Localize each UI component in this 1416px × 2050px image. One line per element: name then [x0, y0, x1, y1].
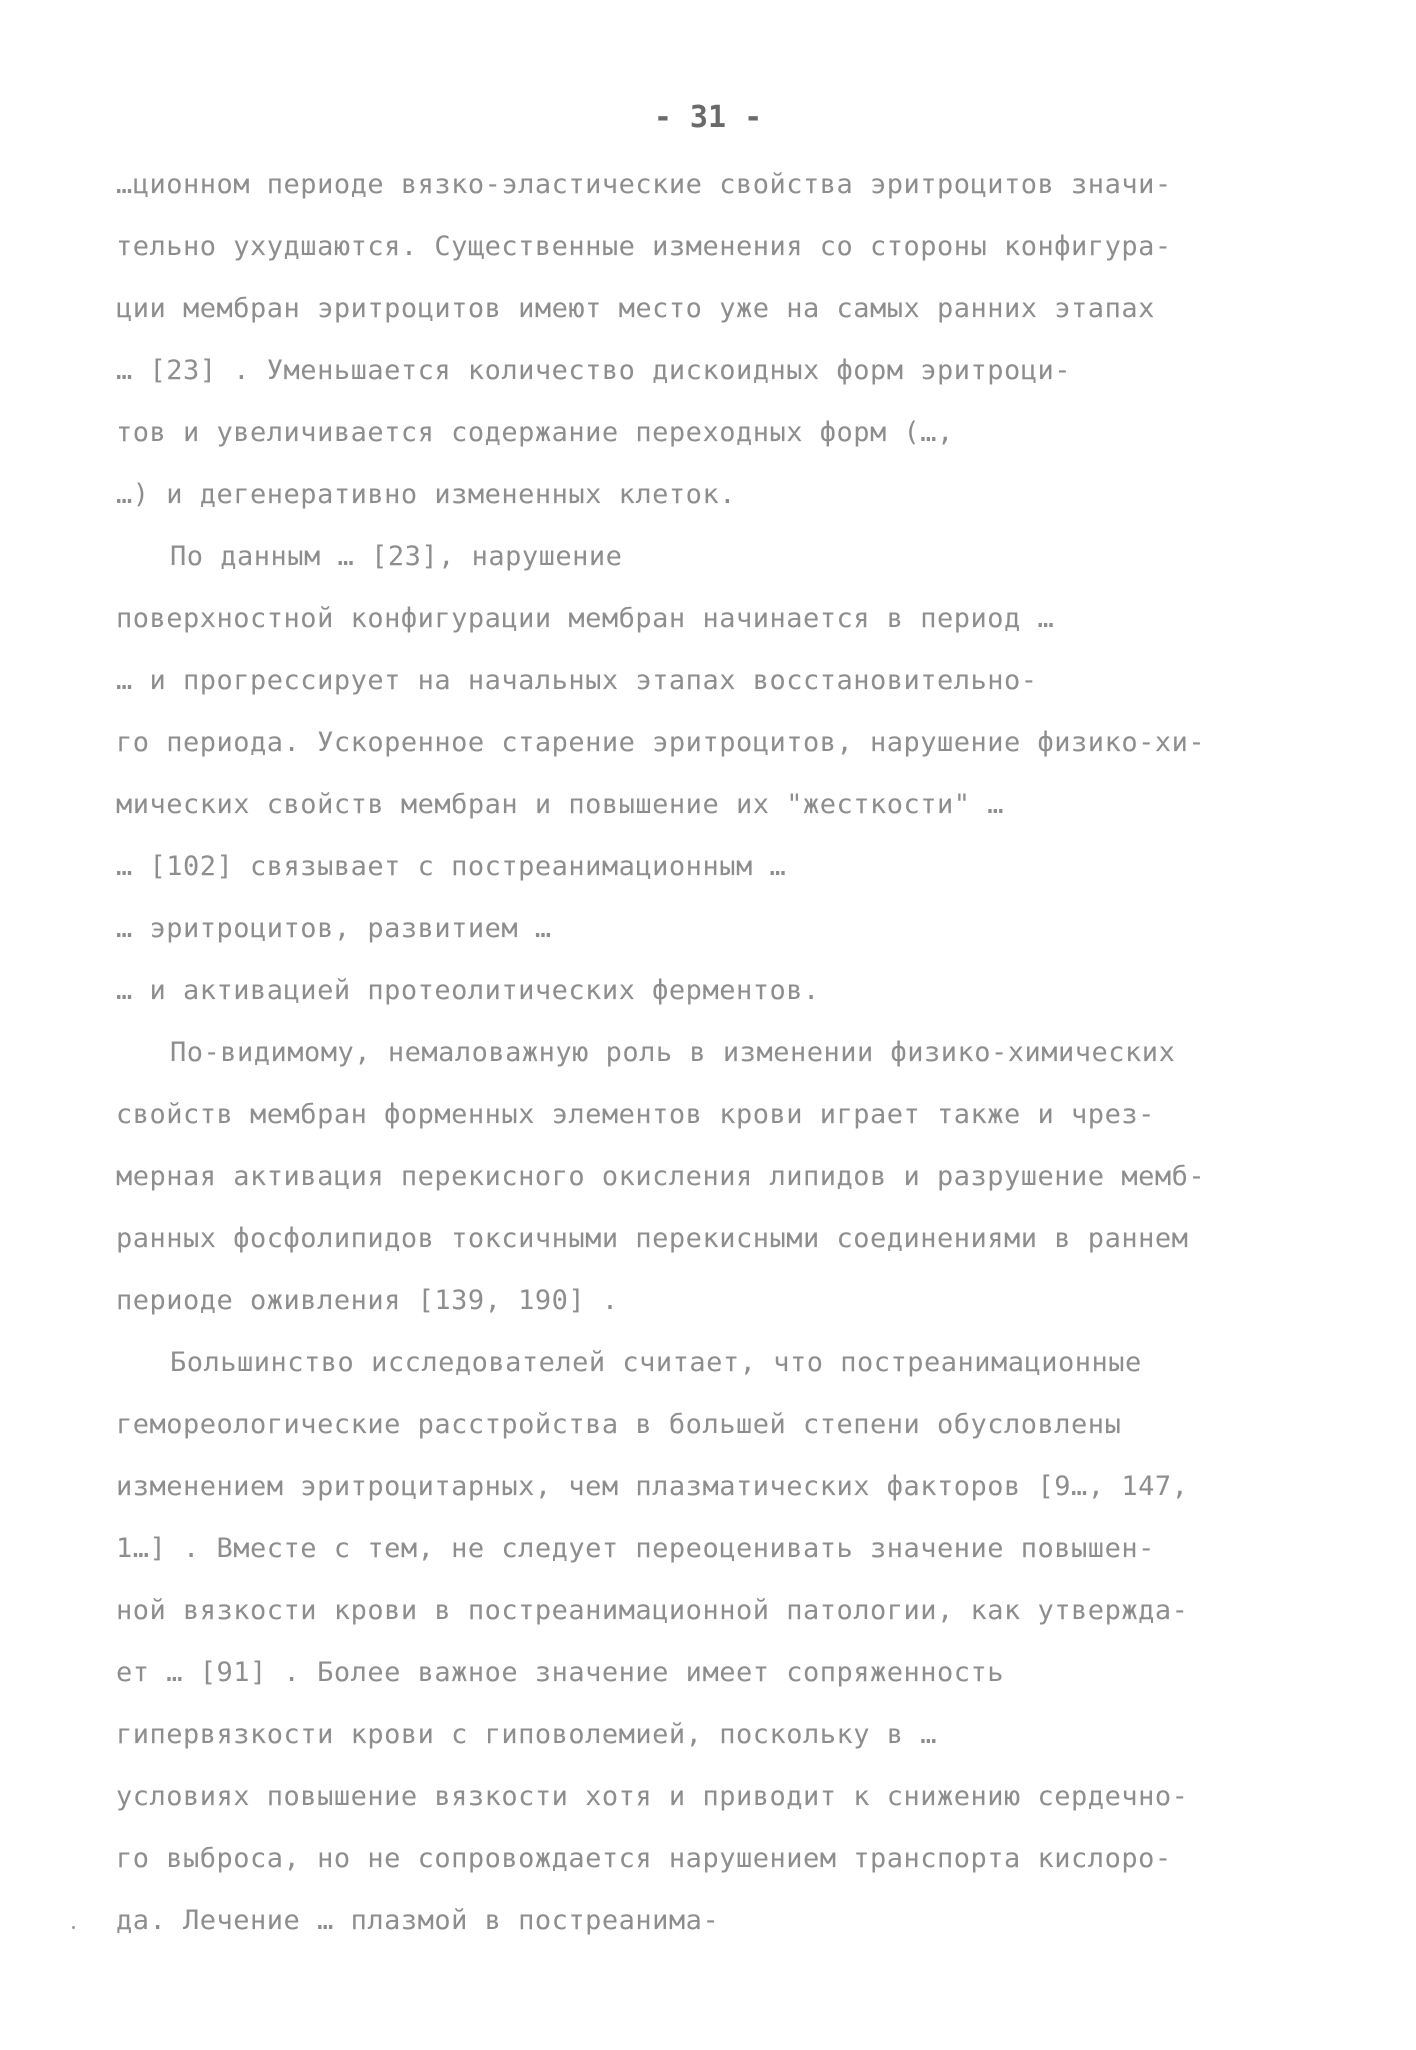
text-line: периоде оживления [139, 190] .	[116, 1285, 619, 1316]
text-line: 1…] . Вместе с тем, не следует переоценивать значение повышен-	[116, 1533, 1155, 1564]
text-line: мерная активация перекисного окисления липидов и разрушение мемб-	[116, 1161, 1206, 1192]
text-line: ет … [91] . Более важное значение имеет сопряженность	[116, 1657, 1005, 1688]
text-line: изменением эритроцитарных, чем плазматических факторов [9…, 147,	[116, 1471, 1189, 1502]
text-line: … [102] связывает с постреанимационным …	[116, 851, 787, 882]
text-line: тельно ухудшаются. Существенные изменения со стороны конфигура-	[116, 231, 1172, 262]
text-line: да. Лечение … плазмой в постреанима-	[116, 1905, 720, 1936]
text-line: …ционном периоде вязко-эластические свойства эритроцитов значи-	[116, 169, 1172, 200]
paragraph-first-line: По данным … [23], нарушение	[170, 541, 623, 572]
paragraph-first-line: По-видимому, немаловажную роль в изменении физико-химических	[170, 1037, 1176, 1068]
body-text	[116, 154, 1300, 1952]
scan-speck	[72, 1926, 75, 1929]
text-line: поверхностной конфигурации мембран начинается в период …	[116, 603, 1055, 634]
text-line: гемореологические расстройства в большей степени обусловлены	[116, 1409, 1122, 1440]
text-line: … [23] . Уменьшается количество дискоидных форм эритроци-	[116, 355, 1072, 386]
text-line: мических свойств мембран и повышение их "жесткости" …	[116, 789, 1005, 820]
text-line: гипервязкости крови с гиповолемией, поскольку в …	[116, 1719, 938, 1750]
text-line: го выброса, но не сопровождается нарушением транспорта кислоро-	[116, 1843, 1172, 1874]
text-line: ранных фосфолипидов токсичными перекисными соединениями в раннем	[116, 1223, 1189, 1254]
text-line: ции мембран эритроцитов имеют место уже на самых ранних этапах	[116, 293, 1155, 324]
text-line: … эритроцитов, развитием …	[116, 913, 552, 944]
text-line: тов и увеличивается содержание переходных форм (…,	[116, 417, 954, 448]
text-line: ной вязкости крови в постреанимационной патологии, как утвержда-	[116, 1595, 1189, 1626]
text-line: … и активацией протеолитических ферментов.	[116, 975, 820, 1006]
text-line: … и прогрессирует на начальных этапах восстановительно-	[116, 665, 1038, 696]
paragraph-first-line: Большинство исследователей считает, что постреанимационные	[170, 1347, 1142, 1378]
text-line: условиях повышение вязкости хотя и приводит к снижению сердечно-	[116, 1781, 1189, 1812]
text-line: …) и дегенеративно измененных клеток.	[116, 479, 736, 510]
text-line: свойств мембран форменных элементов крови играет также и чрез-	[116, 1099, 1155, 1130]
text-line: го периода. Ускоренное старение эритроцитов, нарушение физико-хи-	[116, 727, 1206, 758]
page-number: - 31 -	[653, 100, 763, 135]
